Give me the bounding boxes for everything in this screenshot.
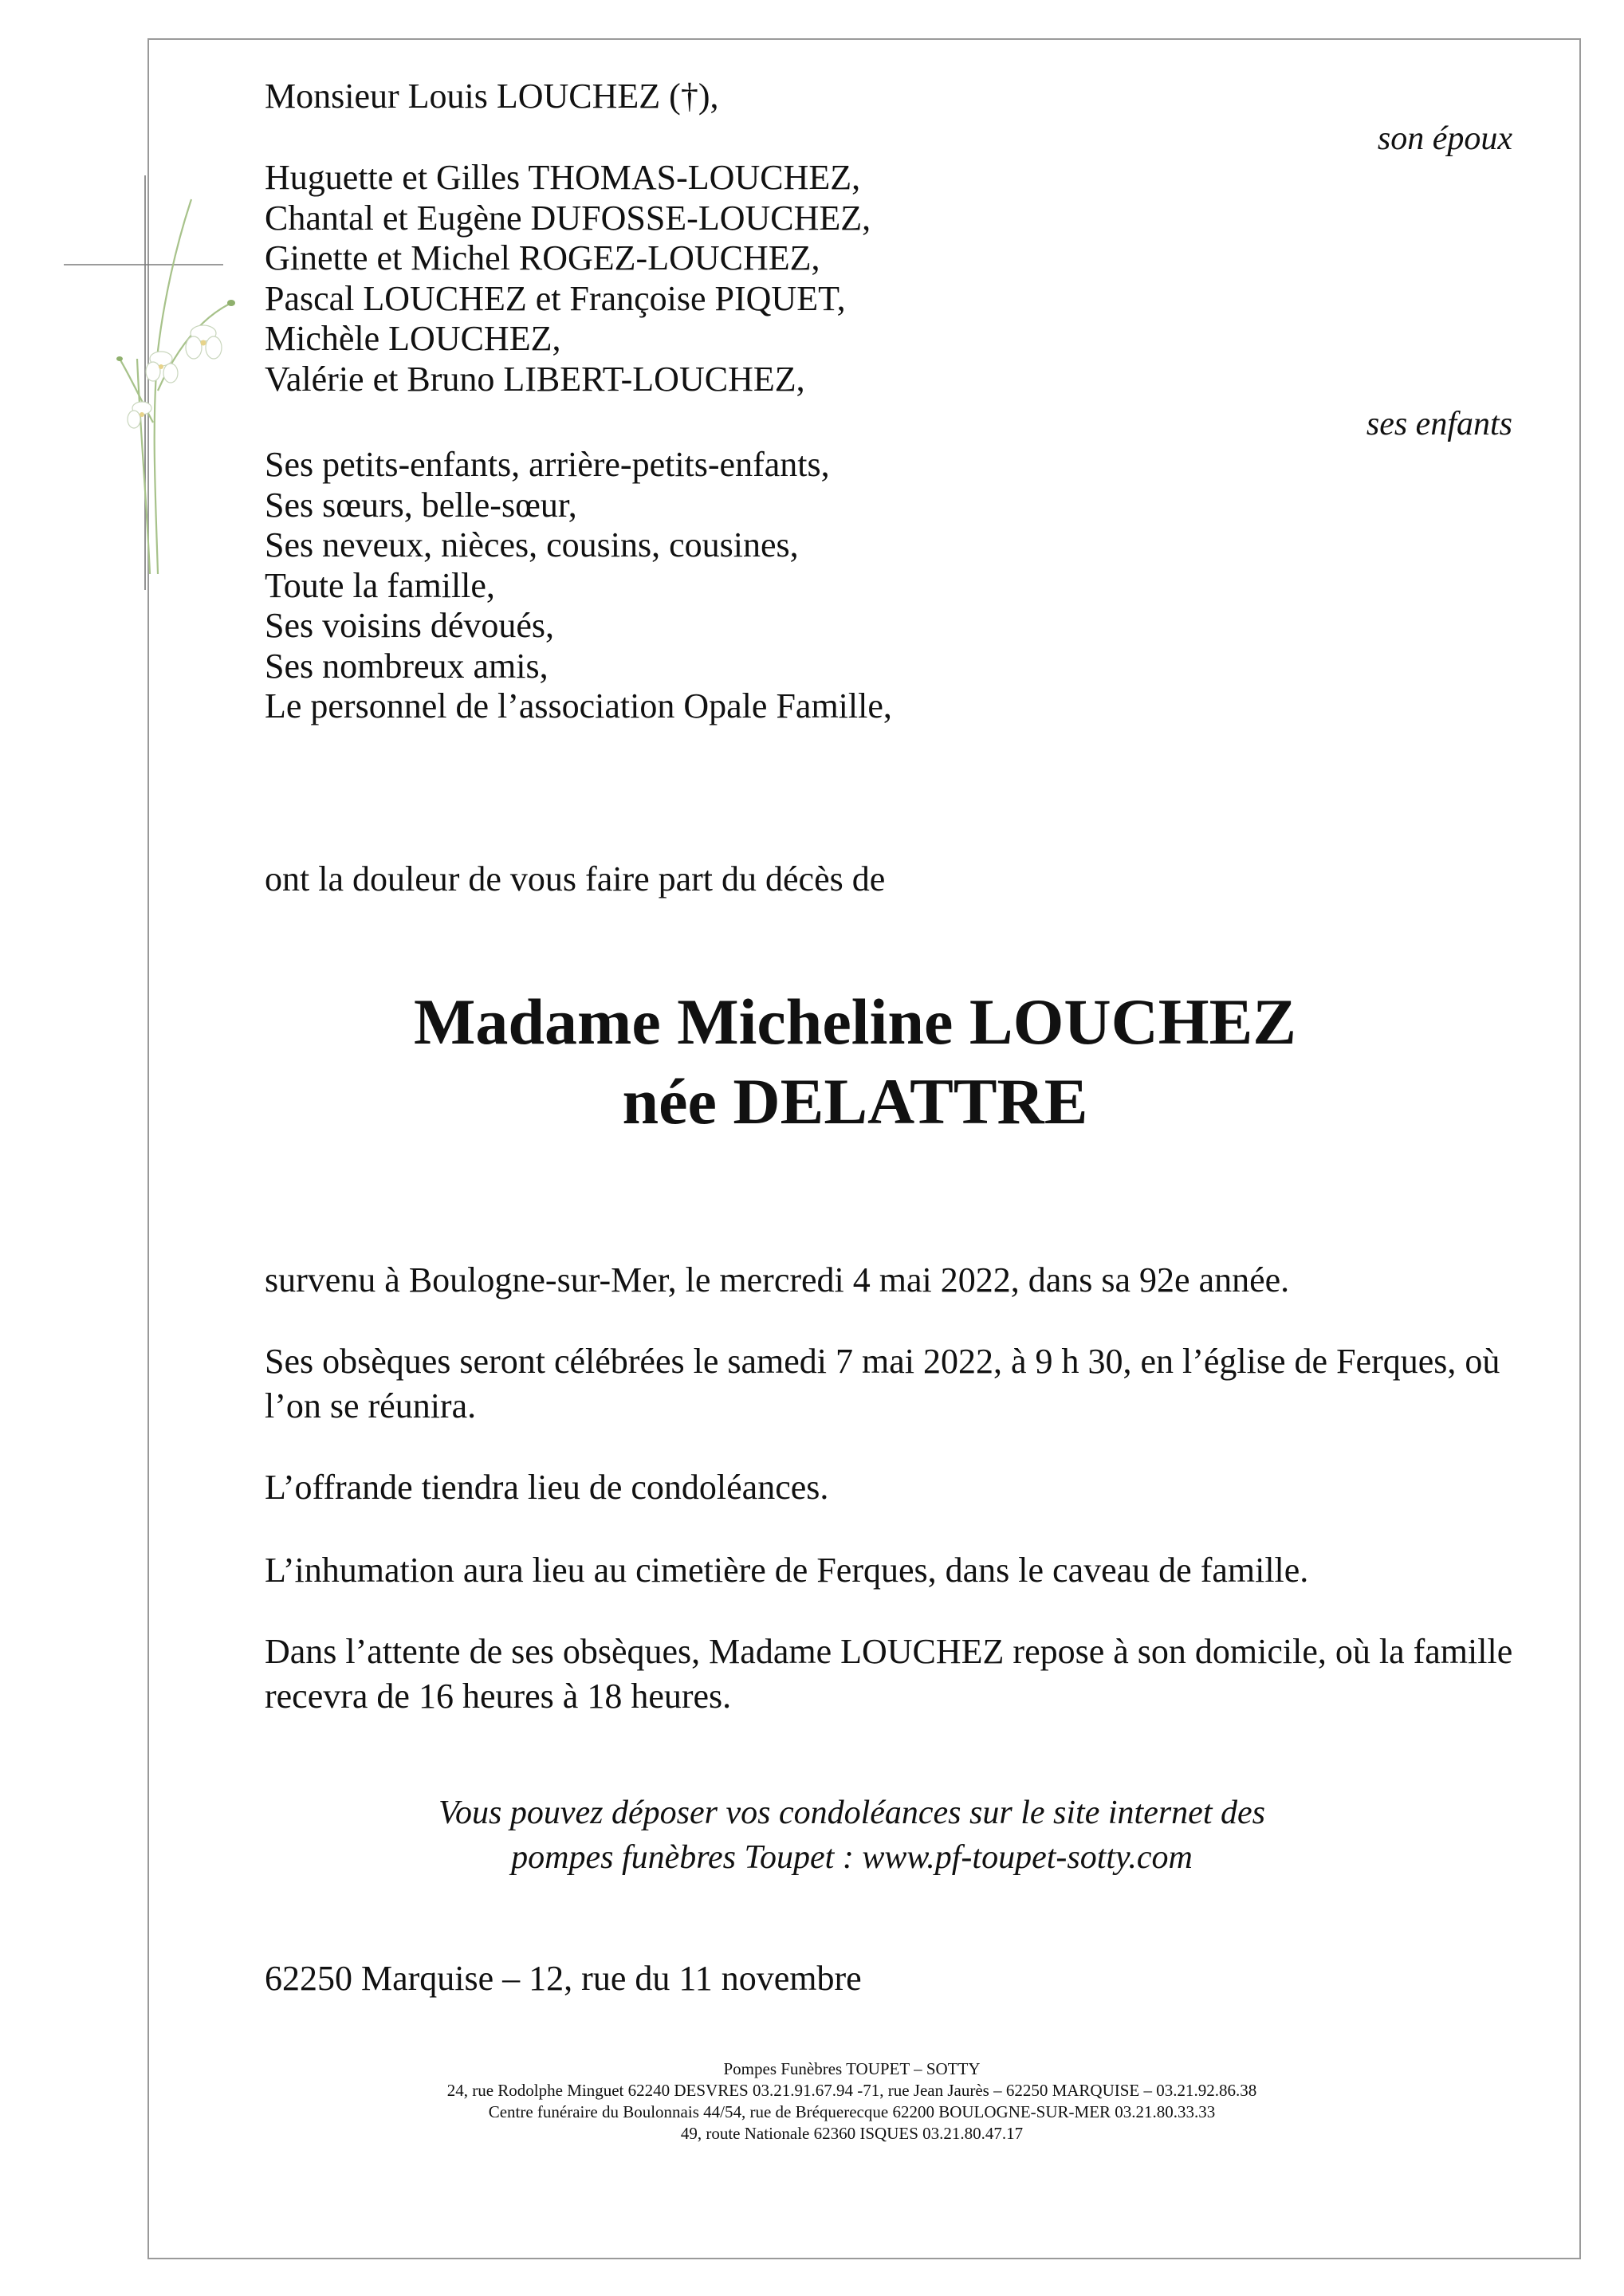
rest-details-line1: Dans l’attente de ses obsèques, Madame LOUCHEZ repose à son domicile, où la famille: [265, 1632, 1513, 1671]
list-item: Ginette et Michel ROGEZ-LOUCHEZ,: [265, 238, 820, 277]
announcement-text: ont la douleur de vous faire part du décès de: [265, 859, 886, 898]
list-item: Michèle LOUCHEZ,: [265, 319, 561, 358]
deceased-maiden-name: née DELATTRE: [622, 1065, 1088, 1138]
deceased-name: Madame Micheline LOUCHEZ: [414, 985, 1296, 1058]
burial-details: L’inhumation aura lieu au cimetière de Ferques, dans le caveau de famille.: [265, 1551, 1309, 1590]
condolence-line1: Vous pouvez déposer vos condoléances sur le site internet des: [438, 1795, 1265, 1831]
children-role: ses enfants: [1366, 406, 1512, 442]
footer-line: 49, route Nationale 62360 ISQUES 03.21.80.47.17: [680, 2124, 1024, 2143]
list-item: Ses petits-enfants, arrière-petits-enfants,: [265, 445, 830, 484]
funeral-details-line1: Ses obsèques seront célébrées le samedi 7 mai 2022, à 9 h 30, en l’église de Ferques, où: [265, 1342, 1500, 1381]
rest-details-line2: recevra de 16 heures à 18 heures.: [265, 1677, 732, 1716]
list-item: Valérie et Bruno LIBERT-LOUCHEZ,: [265, 359, 805, 399]
list-item: Pascal LOUCHEZ et Françoise PIQUET,: [265, 278, 846, 318]
list-item: Toute la famille,: [265, 565, 495, 605]
list-item: Ses neveux, nièces, cousins, cousines,: [265, 525, 799, 564]
footer-line: Pompes Funèbres TOUPET – SOTTY: [723, 2059, 981, 2078]
list-item: Chantal et Eugène DUFOSSE-LOUCHEZ,: [265, 198, 871, 238]
list-item: Ses sœurs, belle-sœur,: [265, 485, 577, 525]
cross-orchid-icon: [64, 159, 255, 606]
footer-line: 24, rue Rodolphe Minguet 62240 DESVRES 03.21.91.67.94 -71, rue Jean Jaurès – 62250 MARQUISE – 03.21.92.86.38: [446, 2081, 1257, 2100]
condolence-line2: pompes funèbres Toupet : www.pf-toupet-sotty.com: [511, 1839, 1193, 1876]
others-list: [265, 445, 892, 727]
address-line: 62250 Marquise – 12, rue du 11 novembre: [265, 1959, 862, 1998]
footer-line: Centre funéraire du Boulonnais 44/54, rue de Bréquerecque 62200 BOULOGNE-SUR-MER 03.21.80.33.33: [488, 2102, 1216, 2121]
death-details: survenu à Boulogne-sur-Mer, le mercredi 4 mai 2022, dans sa 92e année.: [265, 1260, 1290, 1299]
list-item: Ses nombreux amis,: [265, 646, 549, 686]
spouse-role: son époux: [1377, 120, 1512, 157]
offering-note: L’offrande tiendra lieu de condoléances.: [265, 1468, 829, 1507]
funeral-home-footer: [0, 2058, 1624, 2145]
list-item: Ses voisins dévoués,: [265, 606, 554, 645]
children-list: [265, 158, 871, 399]
funeral-details-line2: l’on se réunira.: [265, 1386, 477, 1425]
list-item: Le personnel de l’association Opale Famille,: [265, 686, 892, 725]
list-item: Huguette et Gilles THOMAS-LOUCHEZ,: [265, 158, 861, 197]
spouse-line: Monsieur Louis LOUCHEZ (†),: [265, 77, 719, 116]
